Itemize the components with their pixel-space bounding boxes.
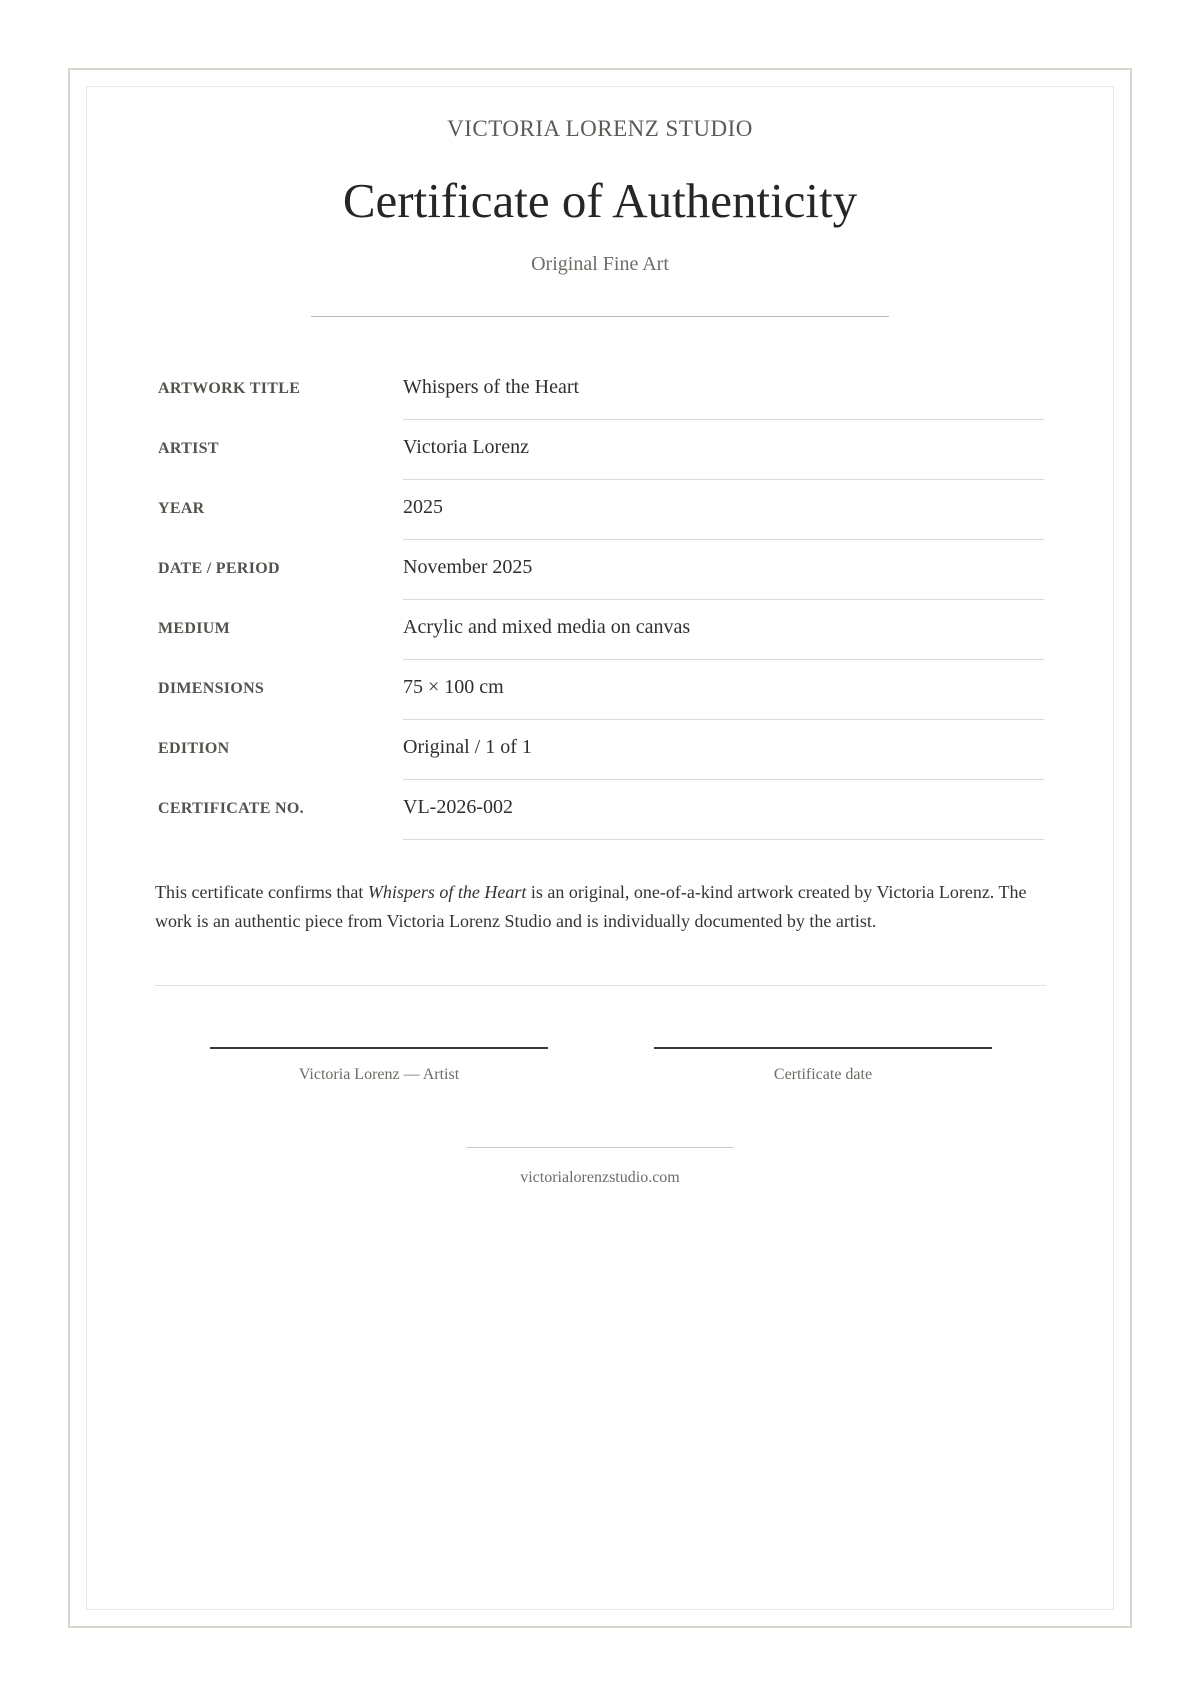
artist-signature-caption: Victoria Lorenz — Artist [298,1066,460,1083]
detail-label: MEDIUM [158,620,231,637]
detail-label: DATE / PERIOD [158,560,280,577]
certificate-inner-border [86,86,1114,1610]
detail-value: Acrylic and mixed media on canvas [403,616,691,638]
artist-signature-block [210,1047,548,1084]
statement-prefix: This certificate confirms that [155,882,368,902]
detail-value: November 2025 [403,556,533,578]
footer-divider [466,1147,734,1148]
date-signature-line [654,1047,992,1049]
detail-value: Original / 1 of 1 [403,736,532,758]
detail-divider [403,839,1044,840]
statement-artwork-title: Whispers of the Heart [367,882,527,902]
detail-row-dimensions [0,660,1200,720]
detail-label: ARTWORK TITLE [158,380,301,397]
detail-value: 2025 [403,496,443,518]
date-signature-caption: Certificate date [773,1066,873,1083]
date-signature-block [654,1047,992,1084]
detail-row-artist [0,420,1200,480]
detail-row-edition [0,720,1200,780]
detail-label: CERTIFICATE NO. [158,800,304,817]
section-divider [155,985,1046,986]
detail-label: EDITION [158,740,230,757]
detail-row-date-period [0,540,1200,600]
detail-label: YEAR [158,500,205,517]
detail-value: VL-2026-002 [403,796,513,818]
detail-value: 75 × 100 cm [403,676,504,698]
detail-value: Victoria Lorenz [403,436,529,458]
detail-row-medium [0,600,1200,660]
studio-website: victorialorenzstudio.com [520,1169,680,1186]
detail-value: Whispers of the Heart [403,376,580,398]
detail-label: ARTIST [158,440,219,457]
authenticity-statement [155,878,1055,936]
certificate-title: Certificate of Authenticity [342,173,858,228]
studio-name: VICTORIA LORENZ STUDIO [447,116,753,141]
artist-signature-line [210,1047,548,1049]
detail-row-year [0,480,1200,540]
detail-label: DIMENSIONS [158,680,265,697]
title-divider [311,316,889,317]
detail-row-artwork-title [0,360,1200,420]
statement-suffix: is an original, one-of-a-kind artwork created by Victoria Lorenz. The work is an authentic piece from Victoria Lorenz Studio and is individually documented by the artist. [155,882,1027,931]
certificate-subtitle: Original Fine Art [531,253,669,275]
detail-row-certificate-no [0,780,1200,840]
